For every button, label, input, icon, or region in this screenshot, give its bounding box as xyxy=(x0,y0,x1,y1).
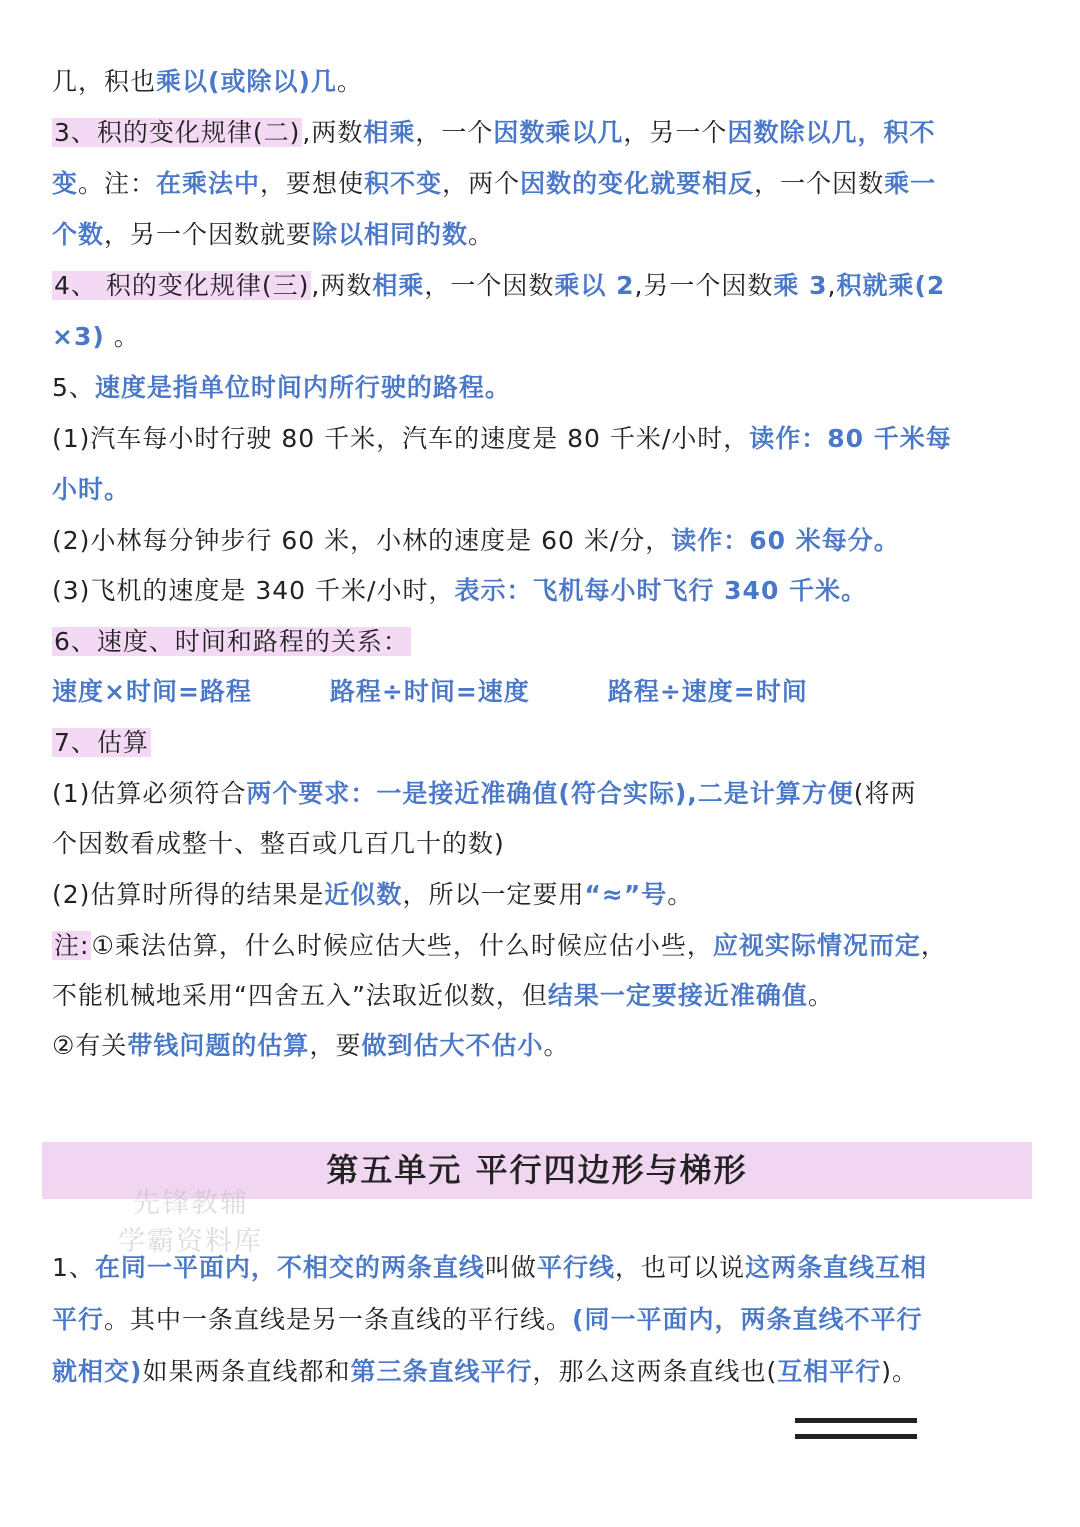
rule-heading-2: 3、积的变化规律(二) xyxy=(54,118,301,147)
text-line xyxy=(52,1244,1042,1292)
text: 。 xyxy=(104,322,140,351)
text: (1)汽车每小时行驶 80 千米，汽车的速度是 80 千米/小时， xyxy=(52,424,750,453)
text-line xyxy=(52,618,1042,666)
item-number: 5、 xyxy=(52,373,95,402)
key-phrase: 相乘 xyxy=(363,118,416,147)
formula-speed: 路程÷时间=速度 xyxy=(329,677,530,706)
key-phrase: 乘以(或除以)几 xyxy=(156,67,337,96)
text: , xyxy=(827,271,837,300)
section-heading-6: 6、速度、时间和路程的关系： xyxy=(54,627,409,656)
key-phrase: 平行 xyxy=(52,1305,105,1334)
key-phrase: 个数 xyxy=(52,220,105,249)
key-phrase: 小时。 xyxy=(52,475,131,504)
text: 。 xyxy=(807,981,834,1010)
rule-heading-3: 4、 积的变化规律(三) xyxy=(54,271,310,300)
key-phrase: 这两条直线互相 xyxy=(744,1253,927,1282)
text-line xyxy=(52,313,1042,361)
text: ，要想使 xyxy=(260,169,365,198)
text: 。 xyxy=(543,1031,570,1060)
text: 几，积也 xyxy=(52,67,157,96)
text: ，两个 xyxy=(442,169,521,198)
key-phrase: 应视实际情况而定 xyxy=(712,931,921,960)
text: (1)估算必须符合 xyxy=(52,779,247,808)
formula-time: 路程÷速度=时间 xyxy=(607,677,808,706)
text: 如果两条直线都和 xyxy=(142,1357,351,1386)
key-phrase: 因数的变化就要相反 xyxy=(520,169,755,198)
text-line xyxy=(52,364,1042,412)
key-phrase: 在乘法中 xyxy=(156,169,261,198)
key-phrase: 速度是指单位时间内所行驶的路程。 xyxy=(94,373,511,402)
text: 。 xyxy=(468,220,495,249)
key-phrase: 平行线 xyxy=(536,1253,615,1282)
text: ，一个 xyxy=(415,118,494,147)
text: )。 xyxy=(881,1357,919,1386)
text: 。注： xyxy=(78,169,157,198)
text: 个因数看成整十、整百或几百几十的数) xyxy=(52,829,505,858)
watermark-line-1: 先锋教辅 xyxy=(133,1188,249,1219)
text: 不能机械地采用“四舍五入”法取近似数，但 xyxy=(52,981,548,1010)
text: ①乘法估算，什么时候应估大些，什么时候应估小些， xyxy=(91,931,713,960)
parallel-line-top xyxy=(795,1418,917,1423)
text: ②有关 xyxy=(52,1031,128,1060)
key-phrase: 乘以 2 xyxy=(554,271,635,300)
key-phrase: 因数除以几，积不 xyxy=(727,118,936,147)
text: ，一个因数 xyxy=(754,169,885,198)
text: ，所以一定要用 xyxy=(402,880,585,909)
parallel-line-bottom xyxy=(795,1434,917,1439)
text: (将两 xyxy=(853,779,917,808)
text-line xyxy=(52,466,1042,514)
formula-distance: 速度×时间=路程 xyxy=(52,677,252,706)
section-heading-7: 7、估算 xyxy=(54,728,149,757)
key-phrase: “≈”号 xyxy=(584,880,668,909)
text: ，那么这两条直线也( xyxy=(532,1357,778,1386)
text: ,两数 xyxy=(302,118,364,147)
text: ， xyxy=(920,931,947,960)
text-line xyxy=(52,719,1042,767)
key-phrase: 读作：60 米每分。 xyxy=(671,526,900,555)
section-title: 第五单元 平行四边形与梯形 xyxy=(326,1151,748,1189)
text-line xyxy=(52,1296,1042,1344)
text-line xyxy=(52,567,1042,615)
text-line xyxy=(52,972,1042,1020)
text: ，另一个因数就要 xyxy=(104,220,313,249)
text-line xyxy=(52,1022,1042,1070)
text: (2)小林每分钟步行 60 米，小林的速度是 60 米/分， xyxy=(52,526,672,555)
text: 。 xyxy=(667,880,694,909)
text-line xyxy=(52,922,1042,970)
key-phrase: ×3) xyxy=(52,322,105,351)
key-phrase: 积就乘(2 xyxy=(836,271,946,300)
watermark-line-2: 学霸资料库 xyxy=(118,1226,263,1257)
text-line xyxy=(52,211,1042,259)
text-line xyxy=(52,517,1042,565)
key-phrase: 结果一定要接近准确值 xyxy=(547,981,808,1010)
key-phrase: 相乘 xyxy=(372,271,425,300)
text: ，另一个 xyxy=(623,118,728,147)
text-line xyxy=(52,160,1042,208)
text-line xyxy=(52,262,1042,310)
key-phrase: (同一平面内，两条直线不平行 xyxy=(572,1305,923,1334)
text-line xyxy=(52,770,1042,818)
formula-line xyxy=(52,668,1042,716)
note-label: 注: xyxy=(54,931,90,960)
text-line xyxy=(52,871,1042,919)
text-line xyxy=(52,58,1042,106)
text: 叫做 xyxy=(484,1253,537,1282)
text: (3)飞机的速度是 340 千米/小时， xyxy=(52,576,455,605)
text-line xyxy=(52,820,1042,868)
text-line xyxy=(52,109,1042,157)
key-phrase: 近似数 xyxy=(324,880,403,909)
key-phrase: 读作：80 千米每 xyxy=(749,424,952,453)
key-phrase: 积不变 xyxy=(364,169,443,198)
key-phrase: 在同一平面内，不相交的两条直线 xyxy=(94,1253,485,1282)
key-phrase: 因数乘以几 xyxy=(493,118,624,147)
key-phrase: 乘一 xyxy=(884,169,937,198)
key-phrase: 乘 3 xyxy=(773,271,828,300)
text: ,另一个因数 xyxy=(634,271,774,300)
text-line xyxy=(52,1348,1042,1396)
text: ，也可以说 xyxy=(614,1253,745,1282)
text: 。 xyxy=(336,67,363,96)
text: ，要 xyxy=(309,1031,362,1060)
key-phrase: 第三条直线平行 xyxy=(350,1357,533,1386)
key-phrase: 表示：飞机每小时飞行 340 千米。 xyxy=(454,576,868,605)
key-phrase: 就相交) xyxy=(52,1357,143,1386)
item-number: 1、 xyxy=(52,1253,95,1282)
key-phrase: 两个要求：一是接近准确值(符合实际),二是计算方便 xyxy=(246,779,854,808)
key-phrase: 变 xyxy=(52,169,79,198)
text: 。其中一条直线是另一条直线的平行线。 xyxy=(104,1305,573,1334)
key-phrase: 带钱问题的估算 xyxy=(127,1031,310,1060)
key-phrase: 做到估大不估小 xyxy=(361,1031,544,1060)
text: ，一个因数 xyxy=(424,271,555,300)
key-phrase: 除以相同的数 xyxy=(312,220,469,249)
text: (2)估算时所得的结果是 xyxy=(52,880,325,909)
text-line xyxy=(52,415,1042,463)
key-phrase: 互相平行 xyxy=(777,1357,882,1386)
text: ,两数 xyxy=(311,271,373,300)
